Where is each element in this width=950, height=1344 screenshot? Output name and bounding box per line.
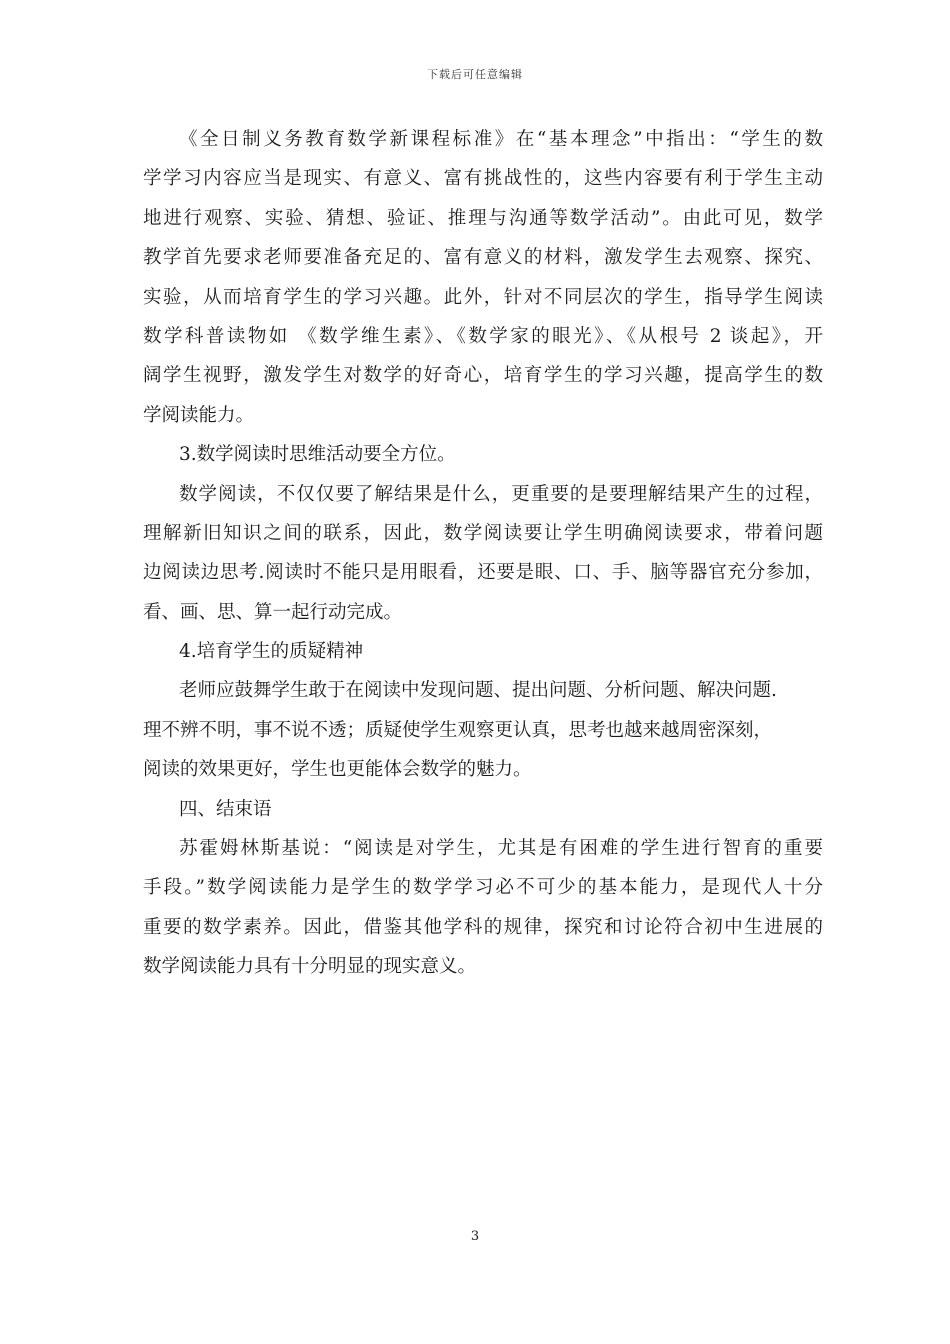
body-line: 理解新旧知识之间的联系，因此，数学阅读要让学生明确阅读要求，带着问题	[143, 522, 823, 544]
body-line: 理不辨不明，事不说不透；质疑使学生观察更认真，思考也越来越周密深刻，	[143, 719, 773, 741]
body-line: 地进行观察、实验、猜想、验证、推理与沟通等数学活动”。由此可见，数学	[143, 207, 823, 229]
body-line: 阔学生视野，激发学生对数学的好奇心，培育学生的学习兴趣，提高学生的数	[143, 365, 823, 387]
body-line: 学阅读能力。	[143, 404, 255, 426]
page-header: 下载后可任意编辑	[427, 68, 523, 81]
body-line: 实验，从而培育学生的学习兴趣。此外，针对不同层次的学生，指导学生阅读	[143, 286, 823, 308]
body-line: 看、画、思、算一起行动完成。	[143, 601, 403, 623]
body-line: 手段。”数学阅读能力是学生的数学学习必不可少的基本能力，是现代人十分	[143, 877, 823, 899]
page-number: 3	[470, 1229, 480, 1244]
body-line: 边阅读边思考.阅读时不能只是用眼看，还要是眼、口、手、脑等器官充分参加，	[143, 562, 823, 584]
body-line: 教学首先要求老师要准备充足的、富有意义的材料，激发学生去观察、探究、	[143, 247, 823, 269]
body-line: 重要的数学素养。因此，借鉴其他学科的规律，探究和讨论符合初中生进展的	[143, 916, 823, 938]
section-heading: 4.培育学生的质疑精神	[179, 641, 364, 663]
body-line: 《全日制义务教育数学新课程标准》在“基本理念”中指出：“学生的数	[179, 129, 823, 150]
body-line: 数学阅读能力具有十分明显的现实意义。	[143, 956, 477, 978]
body-line: 苏霍姆林斯基说：“阅读是对学生，尤其是有困难的学生进行智育的重要	[179, 838, 823, 860]
body-line: 老师应鼓舞学生敢于在阅读中发现问题、提出问题、分析问题、解决问题.	[179, 680, 777, 702]
body-line: 学学习内容应当是现实、有意义、富有挑战性的，这些内容要有利于学生主动	[143, 168, 823, 190]
document-body	[143, 120, 823, 987]
body-line: 数学阅读，不仅仅要了解结果是什么，更重要的是要理解结果产生的过程，	[179, 483, 823, 505]
body-line: 数学科普读物如 《数学维生素》、《数学家的眼光》、《从根号 2 谈起》，开	[143, 325, 823, 347]
section-heading: 四、结束语	[179, 798, 272, 820]
body-line: 阅读的效果更好，学生也更能体会数学的魅力。	[143, 759, 532, 781]
section-heading: 3.数学阅读时思维活动要全方位。	[179, 444, 456, 466]
